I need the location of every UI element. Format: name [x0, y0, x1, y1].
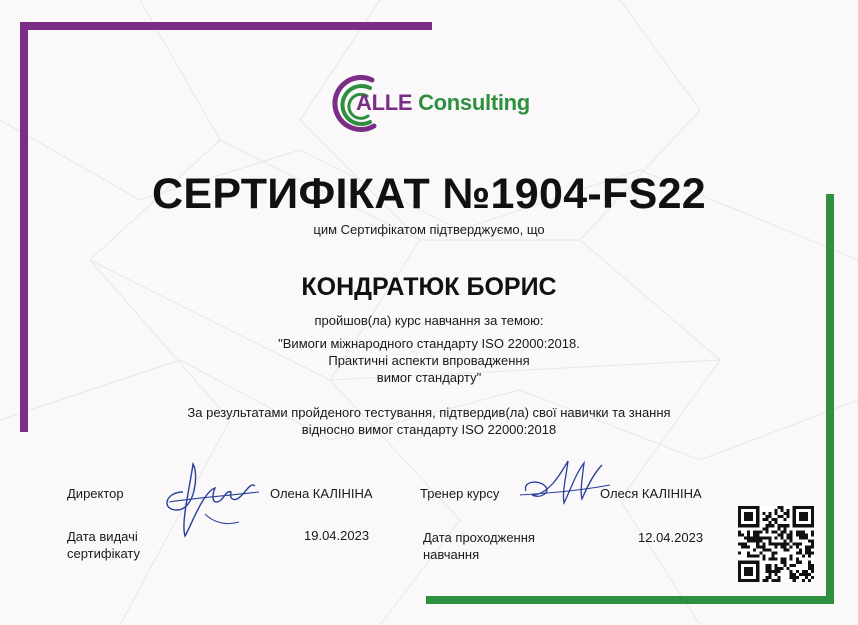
- logo-text: ALLE Consulting: [356, 90, 530, 115]
- director-label: Директор: [67, 486, 124, 501]
- trainer-label: Тренер курсу: [420, 486, 500, 501]
- recipient-name: КОНДРАТЮК БОРИС: [301, 273, 557, 301]
- issue-date-value: 19.04.2023: [304, 528, 370, 543]
- course-intro: пройшов(ла) курс навчання за темою:: [314, 313, 544, 328]
- qr-code-icon: [738, 506, 814, 582]
- certificate-subtitle: цим Сертифікатом підтверджуємо, що: [313, 222, 545, 237]
- director-signature: [155, 452, 265, 544]
- frame-accent-green-right: [826, 194, 834, 604]
- company-logo: [326, 70, 546, 140]
- result-statement: За результатами пройденого тестування, підтвердив(ла) свої навички та знання відносно вимог стандарту ISO 22000:2018: [187, 405, 671, 437]
- director-name: Олена КАЛІНІНА: [270, 486, 373, 501]
- course-name: "Вимоги міжнародного стандарту ISO 22000:2018. Практичні аспекти впровадження вимог стандарту": [278, 336, 580, 385]
- issue-date-label: Дата видачі сертифікату: [67, 529, 140, 561]
- frame-accent-purple-top: [20, 22, 432, 30]
- trainer-name: Олеся КАЛІНІНА: [600, 486, 702, 501]
- completion-date-value: 12.04.2023: [638, 530, 704, 545]
- completion-date-label: Дата проходження навчання: [423, 530, 535, 562]
- trainer-signature: [518, 455, 613, 511]
- frame-accent-green-bottom: [426, 596, 834, 604]
- certificate-title: СЕРТИФІКАТ №1904-FS22: [151, 170, 707, 218]
